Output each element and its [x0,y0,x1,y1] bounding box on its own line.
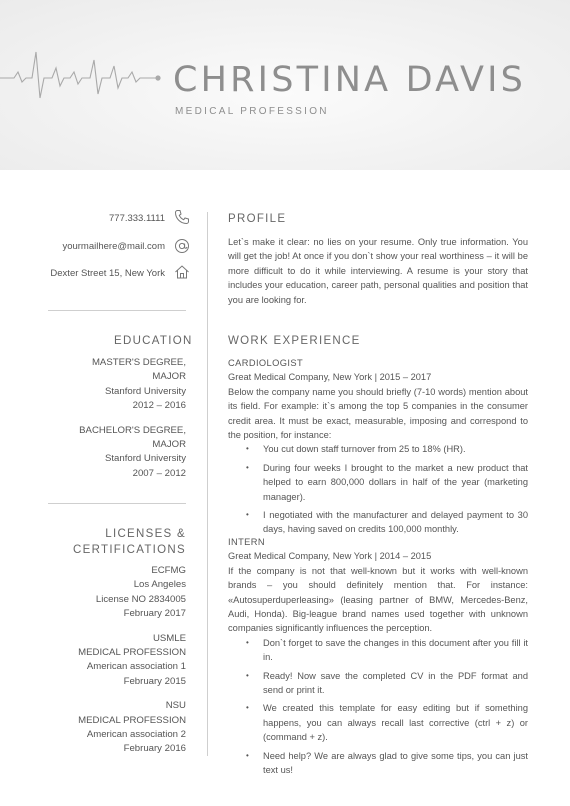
candidate-name: CHRISTINA DAVIS [173,60,527,100]
years: 2012 – 2016 [132,400,186,412]
school: Stanford University [104,453,186,465]
school: Stanford University [104,385,186,397]
divider [48,503,186,504]
job-description: Below the company name you should briefly (7-10 words) mention about its field. For example: it`s among the top 5 companies in the consumer credit area. It must be exact, measurable, imposing and correspond to the position, for instance: [228,386,528,441]
phone-icon [174,209,190,225]
degree: BACHELOR'S DEGREE, [79,424,186,436]
profile-title: PROFILE [228,213,287,225]
major: MAJOR [152,439,186,451]
list-item: • Need help? We are always glad to give some tips, you can just text us! [263,749,528,778]
home-icon [174,264,190,280]
job-bullets [263,636,528,778]
job-cardiologist [228,356,528,541]
job-description: If the company is not that well-known but it works with well-known brands – you should definitely mention that. For instance: «Autosuperduperleasing» (leasing partner of BMW, Mercedes-Benz, Audi, Honda). Big-league brand names used together with unknown companies significantly influences the perception. [228,565,528,634]
profile-section [228,235,528,307]
license-entry: USMLE MEDICAL PROFESSION American association 1 February 2015 [78,632,186,687]
job-intern [228,535,528,782]
job-position: CARDIOLOGIST [228,358,304,368]
education-entry [40,424,186,482]
education-list [40,356,186,491]
list-item: • We created this template for easy editing but if something happens, you can always recall last corrective (ctrl + z) or (command + z). [263,701,528,744]
list-item: • You cut down staff turnover from 25 to 18% (HR). [263,442,528,456]
contact-email[interactable]: yourmailhere@mail.com [62,241,165,252]
job-company: Great Medical Company, New York | 2014 – 2015 [228,551,432,562]
list-item: • Ready! Now save the completed CV in the PDF format and send or print it. [263,669,528,698]
job-bullets [263,442,528,536]
list-item: • During four weeks I brought to the market a new product that helped to earn 800,000 dollars in half of the year (marketing manager). [263,461,528,504]
job-company: Great Medical Company, New York | 2015 – 2017 [228,372,432,383]
work-title: WORK EXPERIENCE [228,335,361,347]
major: MAJOR [152,371,186,383]
list-item: • I negotiated with the manufacturer and delayed payment to 30 days, having saved on credits 100,000 monthly. [263,508,528,537]
header-banner [0,0,570,170]
contact-address: Dexter Street 15, New York [50,268,165,279]
license-entry: NSU MEDICAL PROFESSION American association 2 February 2016 [78,700,186,755]
job-position: INTERN [228,537,266,547]
license-entry: ECFMG Los Angeles License NO 2834005 February 2017 [95,565,186,620]
divider [48,310,186,311]
list-item: • Don`t forget to save the changes in this document after you fill it in. [263,636,528,665]
years: 2007 – 2012 [132,467,186,479]
column-divider [207,212,208,756]
education-title: EDUCATION [114,335,193,347]
licenses-title: LICENSES & CERTIFICATIONS [73,528,186,556]
licenses-list [40,564,186,767]
education-entry [40,356,186,414]
heartbeat-line-icon [0,38,165,118]
contact-phone[interactable]: 777.333.1111 [109,213,165,224]
profile-text: Let`s make it clear: no lies on your resume. Only true information. You will get the job! At once if you don`t show your real worthiness – it will be more difficult to do it while interviewing. A resume is your story that includes your education, career path, personal qualities and position that you are looking for. [228,237,528,305]
degree: MASTER'S DEGREE, [91,357,186,368]
candidate-profession: MEDICAL PROFESSION [175,106,329,117]
at-icon [174,238,190,254]
